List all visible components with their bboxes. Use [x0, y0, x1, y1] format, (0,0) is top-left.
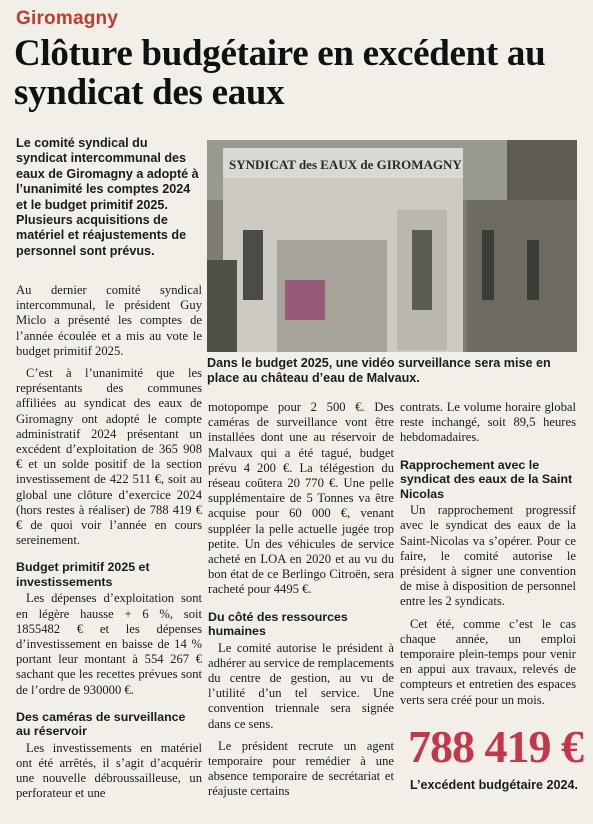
column-2: [208, 400, 394, 807]
col1-paragraph: Au dernier comité syndical intercommunal, le président Guy Miclo a présenté les comptes de l’année écoulée et a mis au vote le budget primitif 2025.: [16, 283, 202, 358]
column-3: [400, 400, 576, 715]
col3-subheading: Rapprochement avec le syndicat des eaux de la Saint Nicolas: [400, 457, 573, 501]
col3-paragraph: Un rapprochement progressif avec le syndicat des eaux de la Saint-Nicolas va s’opérer. Pour ce faire, le comité autorise le président à signer une convention de mise à disposition de personnel entre les 2 syndicats.: [400, 503, 576, 609]
col2-paragraph: Le comité autorise le président à adhérer au service de remplacements du centre de gestion, au vu de l’utilité d’un tel service. Une convention triennale sera signée dans ce sens.: [208, 640, 395, 731]
headline: Clôture budgétaire en excédent au syndicat des eaux: [14, 33, 546, 113]
intro: Le comité syndical du syndicat intercommunal des eaux de Giromagny a adopté à l’unanimité les comptes 2024 et le budget primitif 2025. Plusieurs acquisitions de matériel et réajustements de personnel sont prévus.: [16, 136, 199, 258]
col1-paragraph: Les dépenses d’exploitation sont en légère hausse + 6 %, soit 1855482 € et les dépenses d’investissement en baisse de 14 % portant leur montant à 554 267 € sachant que les recettes prévues sont de l’ordre de 930000 €.: [16, 591, 202, 697]
kicker: Giromagny: [16, 8, 119, 29]
col1-subheading: Des caméras de surveillance au réservoir: [16, 709, 186, 739]
col1-subheading: Budget primitif 2025 et investissements: [16, 560, 150, 589]
col3-paragraph: contrats. Le volume horaire global reste inchangé, soit 89,5 heures hebdomadaires.: [400, 400, 576, 445]
big-number-caption: L’excédent budgétaire 2024.: [410, 778, 578, 792]
big-number: 788 419 €: [408, 721, 583, 772]
col2-paragraph: motopompe pour 2 500 €. Des caméras de surveillance vont être installées dont une au réservoir de Malvaux qui a été tagué, budget prévu 4 200 €. La télégestion du réseau coûtera 20 770 €. Une pelle supplémentaire de 5 Tonnes va être acquise pour 60 000 €, venant suppléer la pelle actuelle jugée trop petite. Un des véhicules de service acheté en LOA en 2020 et au vu du bon état de ce Berlingo Citroën, sera racheté pour 4495 €.: [208, 400, 394, 597]
photo-illustration: [207, 140, 577, 352]
col1-paragraph: C’est à l’unanimité que les représentants des communes affiliées au syndicat des eaux de Giromagny ont adopté le compte administratif 2024 présentant un excédent d’exploitation de 365 908 € et un solde positif de la section investissement de 422 511 €, soit au global une clôture d’exercice 2024 (hors restes à réaliser) de 788 419 € € de quoi voir l’année en cours sereinement.: [16, 366, 202, 548]
photo-caption: Dans le budget 2025, une vidéo surveillance sera mise en place au château d’eau de Malvaux.: [207, 356, 551, 386]
column-1: [16, 283, 202, 809]
col3-paragraph: Cet été, comme c’est le cas chaque année, un emploi temporaire plein-temps pour venir en appui aux travaux, relevés de compteurs et entretien des espaces verts sera créé pour un mois.: [400, 616, 576, 707]
col2-paragraph: Le président recrute un agent temporaire pour remédier à une absence temporaire de secrétariat et réajuste certains: [208, 738, 394, 799]
photo: [207, 140, 577, 352]
photo-sign-text: SYNDICAT des EAUX de GIROMAGNY: [229, 157, 462, 172]
col2-subheading: Du côté des ressources humaines: [208, 609, 348, 639]
col1-paragraph: Les investissements en matériel ont été arrêtés, il s’agit d’acquérir une nouvelle débroussailleuse, un perforateur et une: [16, 740, 202, 801]
